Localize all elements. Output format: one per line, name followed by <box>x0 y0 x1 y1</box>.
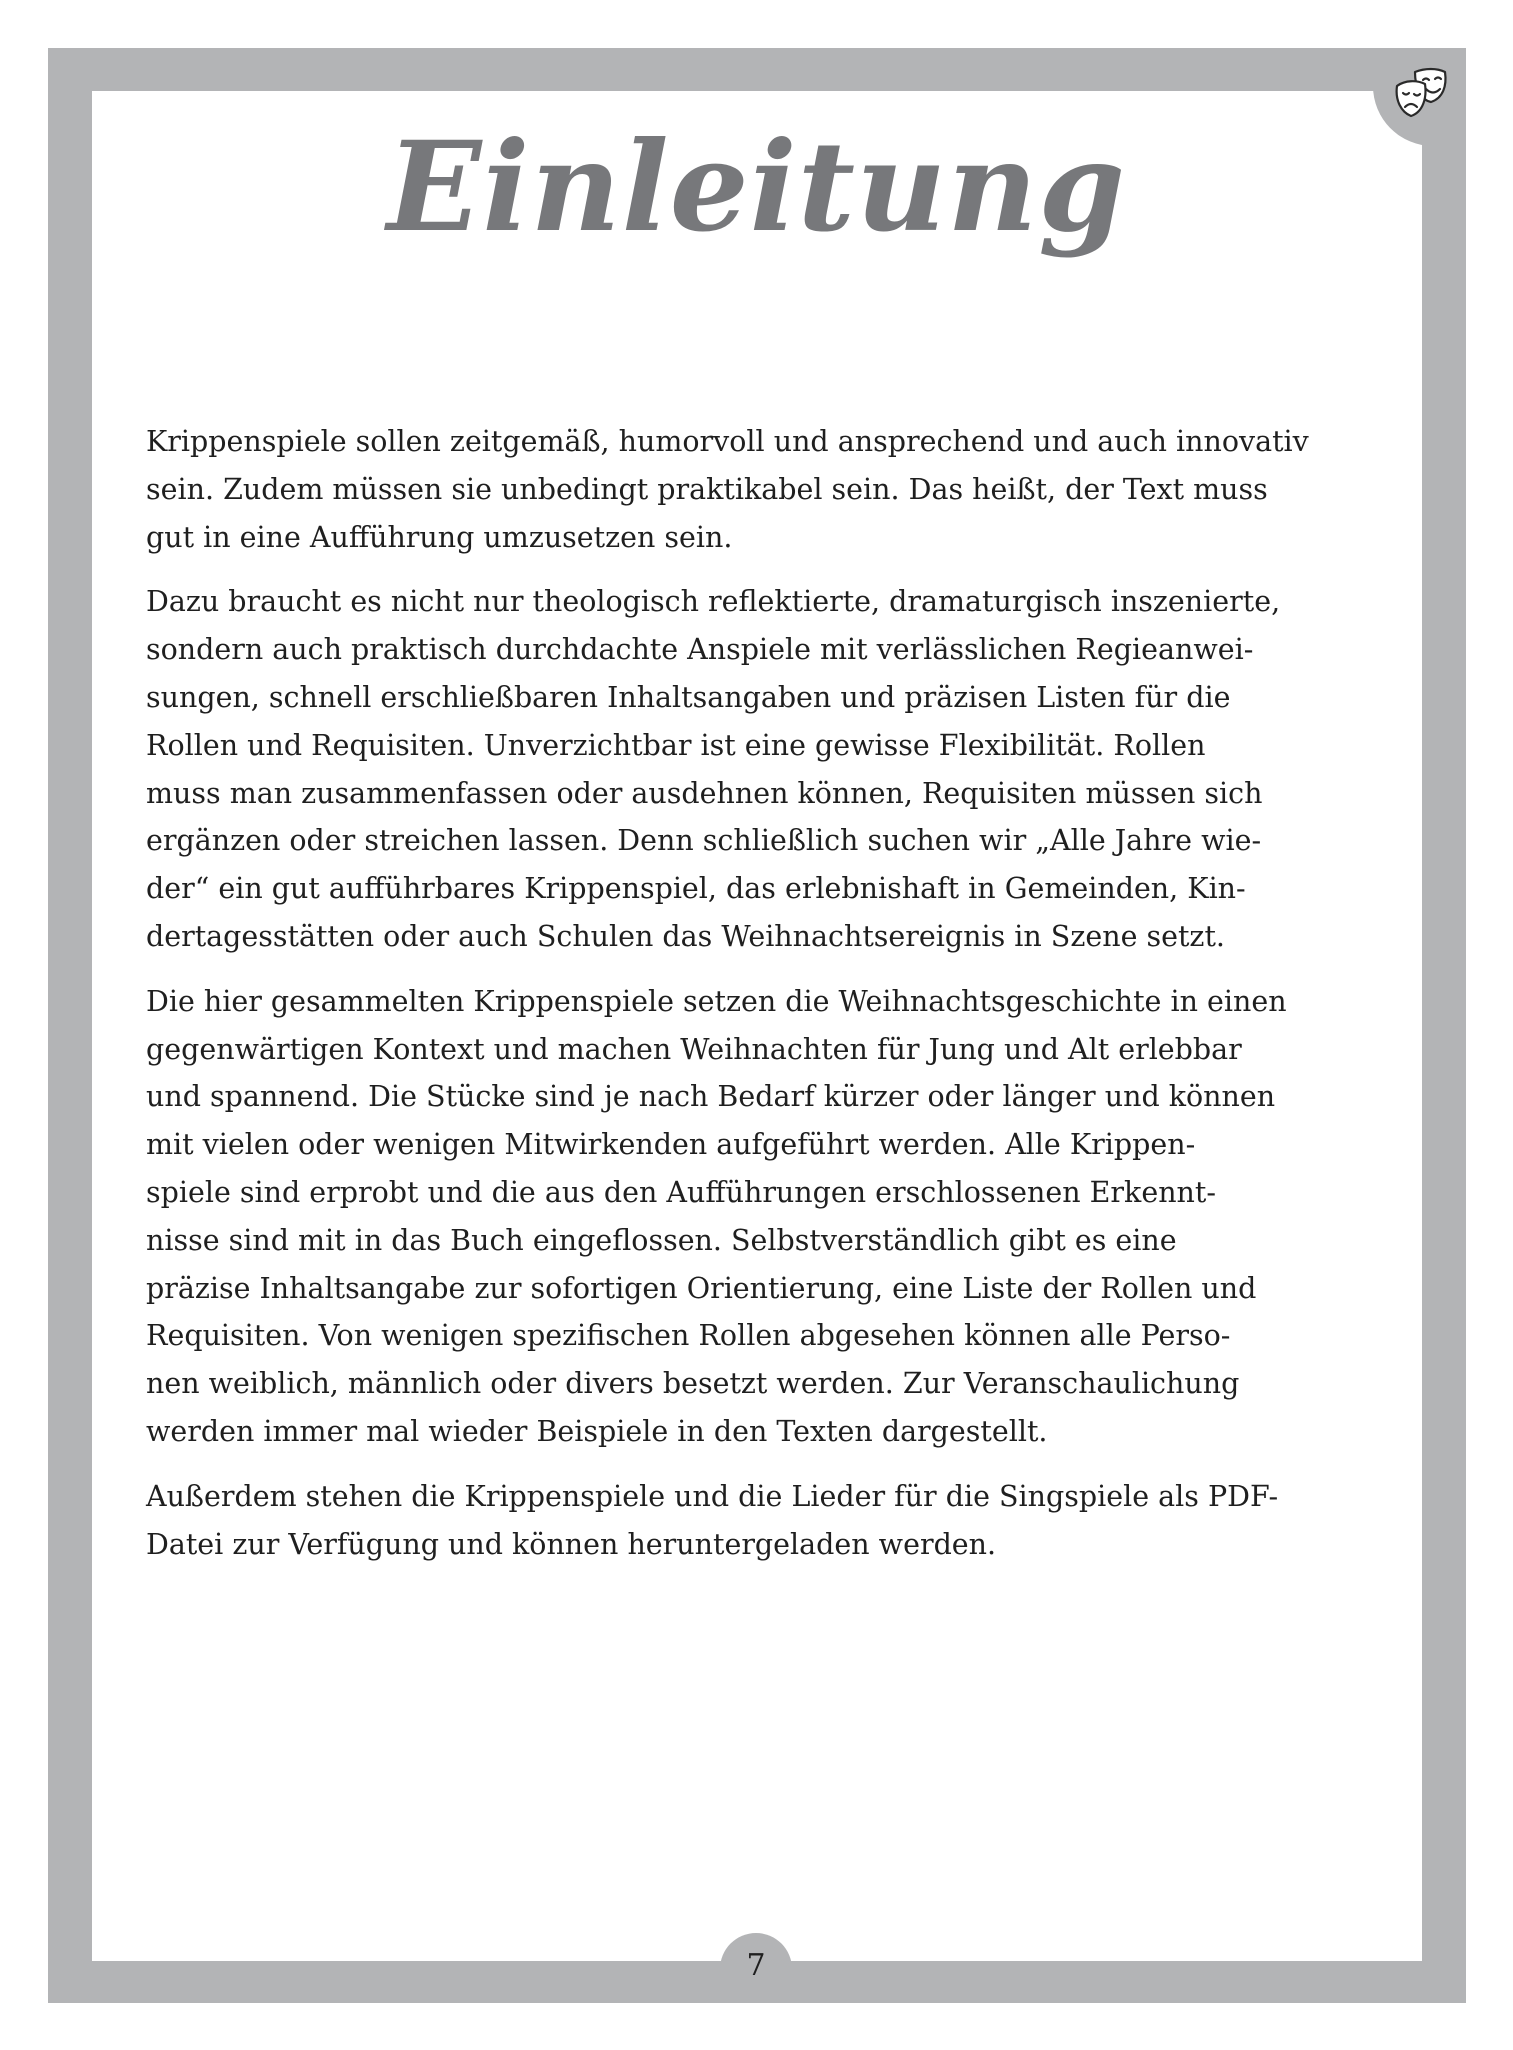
page-title: Einleitung <box>386 115 1127 260</box>
text-line: werden immer mal wieder Beispiele in den Texten dargestellt. <box>146 1414 1048 1448</box>
text-line: ergänzen oder streichen lassen. Denn schließlich suchen wir „Alle Jahre wie- <box>146 824 1262 858</box>
text-line: spiele sind erprobt und die aus den Aufführungen erschlossenen Erkennt- <box>146 1175 1216 1209</box>
paragraph <box>146 978 1380 1456</box>
body-text <box>146 418 1380 1585</box>
text-line: und spannend. Die Stücke sind je nach Bedarf kürzer oder länger und können <box>146 1080 1276 1114</box>
text-line: mit vielen oder wenigen Mitwirkenden aufgeführt werden. Alle Krippen- <box>146 1128 1196 1162</box>
text-line: sondern auch praktisch durchdachte Anspiele mit verlässlichen Regieanwei- <box>146 633 1254 667</box>
paragraph <box>146 418 1380 561</box>
text-line: Datei zur Verfügung und können heruntergeladen werden. <box>146 1527 997 1561</box>
text-line: dertagesstätten oder auch Schulen das Weihnachtsereignis in Szene setzt. <box>146 919 1225 953</box>
text-line: sungen, schnell erschließbaren Inhaltsangaben und präzisen Listen für die <box>146 680 1231 714</box>
text-line: Rollen und Requisiten. Unverzichtbar ist eine gewisse Flexibilität. Rollen <box>146 728 1206 762</box>
text-line: muss man zusammenfassen oder ausdehnen können, Requisiten müssen sich <box>146 776 1263 810</box>
page-number: 7 <box>746 1948 766 1983</box>
text-line: Requisiten. Von wenigen spezifischen Rollen abgesehen können alle Perso- <box>146 1319 1231 1353</box>
text-line: der“ ein gut aufführbares Krippenspiel, das erlebnishaft in Gemeinden, Kin- <box>146 872 1246 906</box>
text-line: Dazu braucht es nicht nur theologisch reflektierte, dramaturgisch inszenierte, <box>146 585 1281 619</box>
text-line: gut in eine Aufführung umzusetzen sein. <box>146 520 733 554</box>
text-line: Die hier gesammelten Krippenspiele setzen die Weihnachtsgeschichte in einen <box>146 984 1287 1018</box>
paragraph <box>146 1473 1380 1569</box>
paragraph <box>146 578 1380 960</box>
text-line: Krippenspiele sollen zeitgemäß, humorvoll und ansprechend und auch innovativ <box>146 425 1309 458</box>
text-line: nisse sind mit in das Buch eingeflossen. Selbstverständlich gibt es eine <box>146 1223 1177 1257</box>
text-line: sein. Zudem müssen sie unbedingt praktikabel sein. Das heißt, der Text muss <box>146 472 1268 506</box>
text-line: Außerdem stehen die Krippenspiele und die Lieder für die Singspiele als PDF- <box>146 1479 1279 1513</box>
text-line: nen weiblich, männlich oder divers besetzt werden. Zur Veranschaulichung <box>146 1367 1240 1401</box>
text-line: präzise Inhaltsangabe zur sofortigen Orientierung, eine Liste der Rollen und <box>146 1271 1257 1305</box>
text-line: gegenwärtigen Kontext und machen Weihnachten für Jung und Alt erlebbar <box>146 1032 1242 1066</box>
